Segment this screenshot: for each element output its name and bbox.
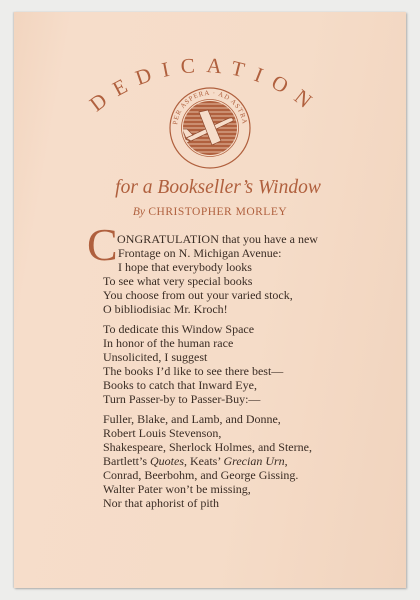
poem-line: Robert Louis Stevenson,	[103, 426, 222, 440]
poem-line: Turn Passer-by to Passer-Buy:—	[103, 392, 261, 406]
poem-line: Fuller, Blake, and Lamb, and Donne,	[103, 412, 281, 426]
poem-line: Books to catch that Inward Eye,	[103, 378, 257, 392]
stanza-2	[103, 322, 318, 406]
poem-line: To see what very special books	[103, 274, 253, 288]
opening-caps: ONGRATULATION	[117, 232, 219, 246]
poem-line: Walter Pater won’t be missing,	[103, 482, 251, 496]
line-segment: , Keats’	[184, 454, 224, 468]
byline-prefix: By	[132, 206, 145, 218]
poem-line: To dedicate this Window Space	[103, 322, 255, 336]
poem-line: Unsolicited, I suggest	[103, 350, 208, 364]
drop-cap: C	[87, 219, 118, 270]
author-name: CHRISTOPHER MORLEY	[148, 206, 288, 218]
stanza-1	[103, 232, 318, 316]
header-ornament	[0, 0, 420, 180]
page-title: for a Bookseller’s Window	[115, 177, 321, 198]
poem-line: Nor that aphorist of pith	[103, 496, 219, 510]
dedication-heading-text: DEDICATION	[85, 52, 326, 120]
poem-line-titles	[103, 454, 318, 468]
poem-line: The books I’d like to see there best—	[103, 364, 284, 378]
poem-line: Frontage on N. Michigan Avenue:	[118, 246, 282, 260]
poem-line: In honor of the human race	[103, 336, 234, 350]
poem	[103, 232, 318, 510]
line-segment: ,	[284, 454, 288, 468]
opening-rest: that you have a new	[218, 232, 318, 246]
byline	[10, 205, 410, 219]
poem-line: O bibliodisiac Mr. Kroch!	[103, 302, 228, 316]
poem-line: Shakespeare, Sherlock Holmes, and Sterne,	[103, 440, 312, 454]
airplane-emblem-icon	[170, 88, 250, 168]
emblem-motto-text: PER ASPERA · AD ASTRA	[172, 89, 248, 126]
book-title-grecian-urn: Grecian Urn	[223, 454, 285, 468]
poem-line: Conrad, Beerbohm, and George Gissing.	[103, 468, 299, 482]
poem-line: You choose from out your varied stock,	[103, 288, 293, 302]
stanza-3	[103, 412, 318, 510]
line-segment: Bartlett’s	[103, 454, 150, 468]
book-title-quotes: Quotes	[150, 454, 184, 468]
poem-line-opening	[103, 232, 318, 246]
poem-line: I hope that everybody looks	[118, 260, 252, 274]
